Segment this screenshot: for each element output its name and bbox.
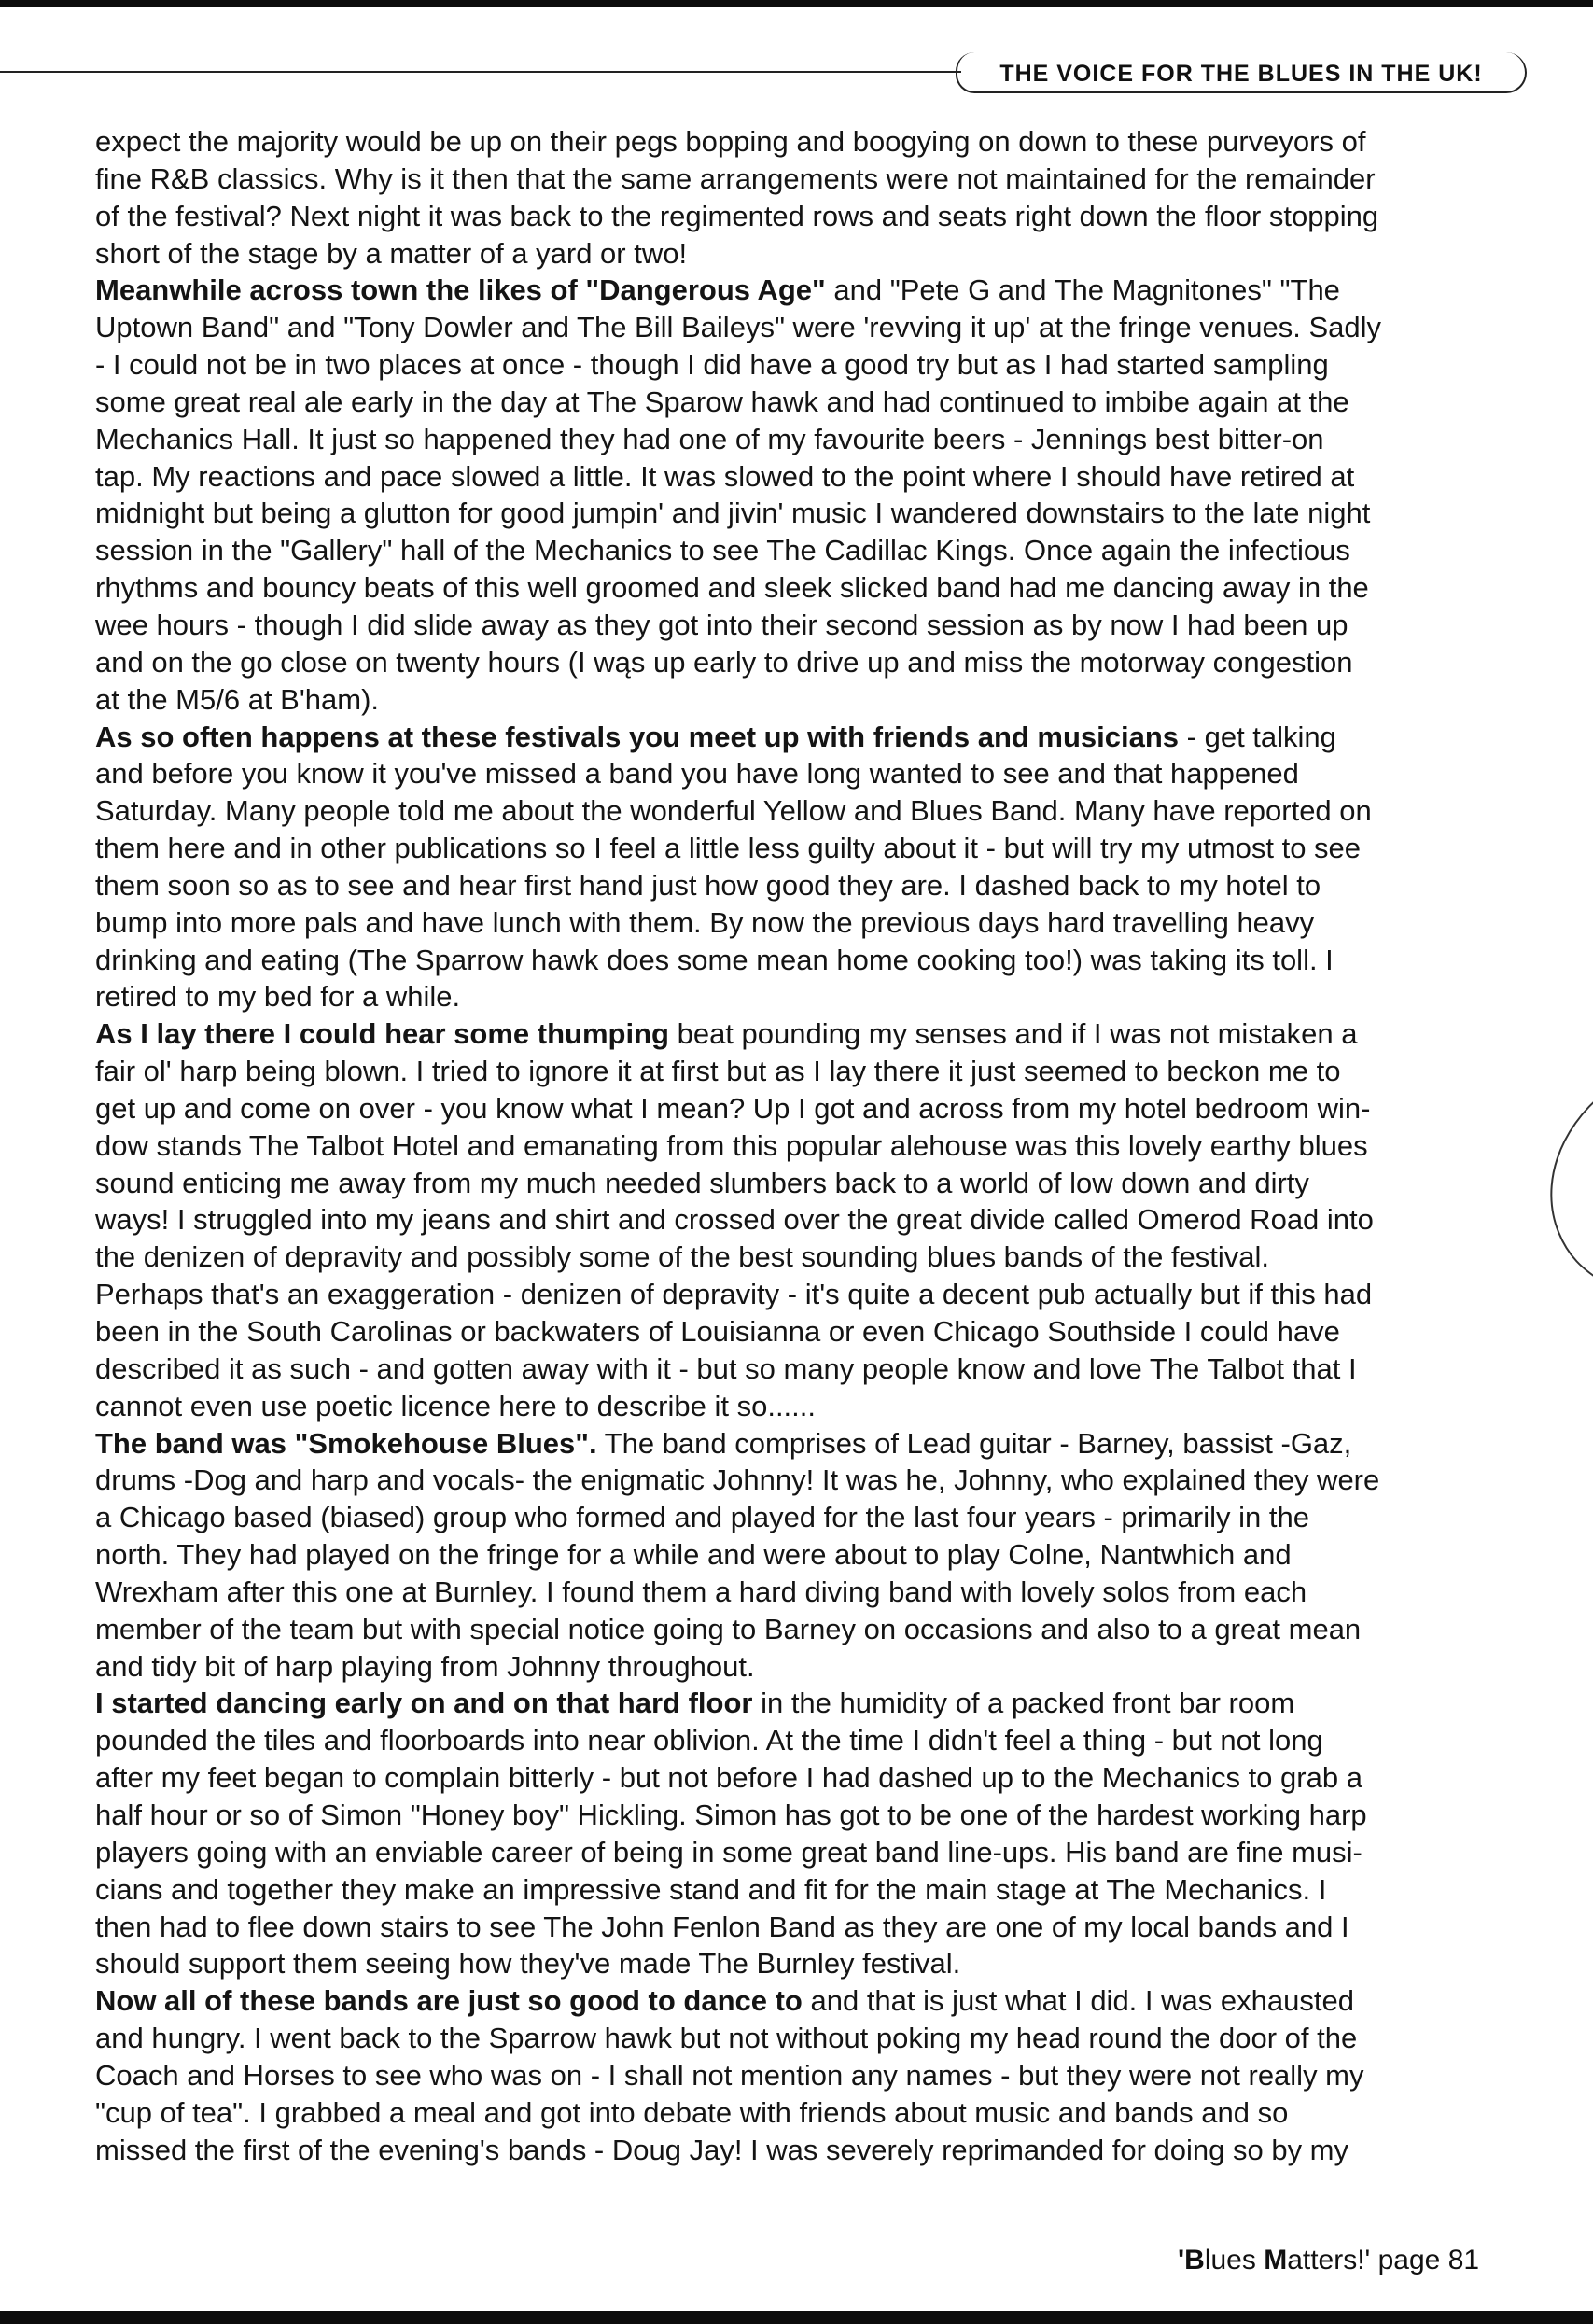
text-line — [95, 1462, 1514, 1499]
paragraph-lead: As I lay there I could hear some thumping — [95, 1017, 669, 1051]
line-text: and tidy bit of harp playing from Johnny throughout. — [95, 1649, 755, 1683]
text-line — [95, 1834, 1514, 1871]
text-line — [95, 1015, 1514, 1053]
text-line — [95, 1090, 1514, 1127]
header-tagline — [956, 52, 1527, 93]
line-text: and on the go close on twenty hours (I wąs up early to drive up and miss the motorway congestion — [95, 645, 1353, 679]
line-text: midnight but being a glutton for good jumpin' and jivin' music I wandered downstairs to the late night — [95, 497, 1371, 530]
page-curl-arc — [1540, 1083, 1593, 1288]
line-text: Mechanics Hall. It just so happened they had one of my favourite beers - Jennings best bitter-on — [95, 422, 1324, 455]
paragraph-lead: Now all of these bands are just so good to dance to — [95, 1984, 803, 2018]
text-line — [95, 830, 1514, 867]
line-text: half hour or so of Simon "Honey boy" Hickling. Simon has got to be one of the hardest working harp — [95, 1798, 1367, 1831]
text-line — [95, 569, 1514, 607]
text-line — [95, 346, 1514, 384]
text-line — [95, 1276, 1514, 1313]
text-line — [95, 123, 1514, 161]
line-text: Coach and Horses to see who was on - I shall not mention any names - but they were not really my — [95, 2058, 1364, 2092]
line-text: pounded the tiles and floorboards into near oblivion. At the time I didn't feel a thing - but not long — [95, 1724, 1323, 1757]
text-line — [95, 1053, 1514, 1090]
line-text: a Chicago based (biased) group who formed and played for the last four years - primarily in the — [95, 1501, 1309, 1534]
text-line — [95, 1201, 1514, 1239]
line-text: and before you know it you've missed a band you have long wanted to see and that happened — [95, 757, 1299, 791]
text-line — [95, 1759, 1514, 1797]
line-text: of the festival? Next night it was back to the regimented rows and seats right down the floor stopping — [95, 199, 1379, 232]
paragraph-lead: As so often happens at these festivals you meet up with friends and musicians — [95, 720, 1180, 753]
line-text: beat pounding my senses and if I was not mistaken a — [668, 1017, 1358, 1051]
text-line — [95, 309, 1514, 346]
text-line — [95, 1945, 1514, 1982]
paragraph-lead: Meanwhile across town the likes of "Dangerous Age" — [95, 273, 826, 307]
text-line — [95, 1425, 1514, 1463]
line-text: member of the team but with special notice going to Barney on occasions and also to a great mean — [95, 1612, 1362, 1645]
text-line — [95, 719, 1514, 756]
text-line — [95, 942, 1514, 979]
line-text: and hungry. I went back to the Sparrow hawk but not without poking my head round the door of the — [95, 2022, 1358, 2055]
line-text: "cup of tea". I grabbed a meal and got into debate with friends about music and bands and so — [95, 2095, 1289, 2129]
line-text: - get talking — [1179, 720, 1336, 753]
text-line — [95, 1611, 1514, 1648]
line-text: The band comprises of Lead guitar - Barney, bassist -Gaz, — [596, 1426, 1352, 1460]
header-rule — [0, 71, 961, 73]
line-text: some great real ale early in the day at The Sparow hawk and had continued to imbibe again at the — [95, 385, 1349, 418]
line-text: players going with an enviable career of being in some great band line-ups. His band are fine musi- — [95, 1835, 1362, 1869]
top-border — [0, 0, 1593, 7]
text-line — [95, 978, 1514, 1015]
line-text: described it as such - and gotten away with it - but so many people know and love The Talbot that I — [95, 1351, 1357, 1385]
text-line — [95, 755, 1514, 792]
line-text: at the M5/6 at B'ham). — [95, 682, 380, 716]
text-line — [95, 384, 1514, 421]
line-text: after my feet began to complain bitterly - but not before I had dashed up to the Mechanics to grab a — [95, 1761, 1362, 1795]
text-line — [95, 1127, 1514, 1165]
line-text: tap. My reactions and pace slowed a little. It was slowed to the point where I should have retired at — [95, 459, 1355, 493]
line-text: bump into more pals and have lunch with them. By now the previous days hard travelling heavy — [95, 905, 1315, 939]
line-text: north. They had played on the fringe for a while and were about to play Colne, Nantwhich and — [95, 1538, 1292, 1572]
text-line — [95, 1722, 1514, 1759]
line-text: session in the "Gallery" hall of the Mechanics to see The Cadillac Kings. Once again the infectious — [95, 534, 1350, 567]
line-text: drinking and eating (The Sparrow hawk does some mean home cooking too!) was taking its toll. I — [95, 943, 1334, 976]
line-text: ways! I struggled into my jeans and shirt and crossed over the great divide called Omerod Road into — [95, 1203, 1374, 1237]
line-text: Saturday. Many people told me about the wonderful Yellow and Blues Band. Many have reported on — [95, 794, 1372, 828]
text-line — [95, 792, 1514, 830]
line-text: missed the first of the evening's bands - Doug Jay! I was severely reprimanded for doing so by my — [95, 2133, 1349, 2166]
line-text: then had to flee down stairs to see The John Fenlon Band as they are one of my local bands and I — [95, 1910, 1349, 1943]
text-line — [95, 198, 1514, 235]
line-text: been in the South Carolinas or backwaters of Louisianna or even Chicago Southside I could have — [95, 1315, 1340, 1348]
line-text: Uptown Band" and "Tony Dowler and The Bill Baileys" were 'revving it up' at the fringe venues. Sadly — [95, 311, 1382, 344]
text-line — [95, 532, 1514, 569]
text-line — [95, 2132, 1514, 2169]
text-line — [95, 1313, 1514, 1351]
line-text: and "Pete G and The Magnitones" "The — [825, 273, 1340, 307]
line-text: retired to my bed for a while. — [95, 980, 461, 1014]
text-line — [95, 2057, 1514, 2094]
text-line — [95, 2094, 1514, 2132]
line-text: get up and come on over - you know what I mean? Up I got and across from my hotel bedroom win- — [95, 1091, 1371, 1125]
text-line — [95, 1982, 1514, 2020]
paragraph-lead: The band was "Smokehouse Blues". — [95, 1426, 597, 1460]
text-line — [95, 1239, 1514, 1276]
paragraph-lead: I started dancing early on and on that hard floor — [95, 1687, 753, 1720]
line-text: cians and together they make an impressive stand and fit for the main stage at The Mechanics. I — [95, 1872, 1327, 1906]
line-text: rhythms and bouncy beats of this well groomed and sleek slicked band had me dancing away in the — [95, 571, 1369, 605]
text-line — [95, 1499, 1514, 1536]
text-line — [95, 495, 1514, 532]
line-text: fine R&B classics. Why is it then that the same arrangements were not maintained for the remainder — [95, 161, 1376, 195]
text-line — [95, 1648, 1514, 1686]
text-line — [95, 235, 1514, 273]
text-line — [95, 1871, 1514, 1909]
text-line — [95, 644, 1514, 681]
line-text: fair ol' harp being blown. I tried to ignore it at first but as I lay there it just seemed to beckon me to — [95, 1055, 1341, 1088]
line-text: the denizen of depravity and possibly some of the best sounding blues bands of the festival. — [95, 1240, 1270, 1274]
article-body — [95, 123, 1514, 2168]
text-line — [95, 607, 1514, 644]
line-text: should support them seeing how they've made The Burnley festival. — [95, 1947, 961, 1981]
text-line — [95, 1351, 1514, 1388]
line-text: cannot even use poetic licence here to describe it so...... — [95, 1389, 817, 1422]
header-tagline-text: THE VOICE FOR THE BLUES IN THE UK! — [999, 60, 1483, 87]
text-line — [95, 2020, 1514, 2057]
line-text: Wrexham after this one at Burnley. I found them a hard diving band with lovely solos from each — [95, 1575, 1307, 1608]
bottom-border — [0, 2311, 1593, 2324]
line-text: sound enticing me away from my much needed slumbers back to a world of low down and dirty — [95, 1166, 1309, 1199]
magazine-name: 'Blues Matters!' — [1178, 2245, 1371, 2275]
line-text: and that is just what I did. I was exhausted — [802, 1984, 1354, 2018]
line-text: wee hours - though I did slide away as they got into their second session as by now I had been up — [95, 608, 1348, 641]
text-line — [95, 867, 1514, 904]
line-text: Perhaps that's an exaggeration - denizen of depravity - it's quite a decent pub actually but if this had — [95, 1278, 1373, 1311]
line-text: short of the stage by a matter of a yard or two! — [95, 236, 688, 270]
text-line — [95, 1388, 1514, 1425]
text-line — [95, 681, 1514, 719]
page-footer — [1178, 2240, 1479, 2281]
text-line — [95, 1685, 1514, 1722]
line-text: dow stands The Talbot Hotel and emanating from this popular alehouse was this lovely earthy blues — [95, 1128, 1368, 1162]
line-text: them here and in other publications so I feel a little less guilty about it - but will try my utmost to see — [95, 832, 1362, 865]
line-text: in the humidity of a packed front bar room — [752, 1687, 1295, 1720]
line-text: them soon so as to see and hear first hand just how good they are. I dashed back to my hotel to — [95, 868, 1321, 902]
line-text: expect the majority would be up on their pegs bopping and boogying on down to these purveyors of — [95, 125, 1366, 158]
text-line — [95, 1165, 1514, 1202]
text-line — [95, 1797, 1514, 1834]
line-text: drums -Dog and harp and vocals- the enigmatic Johnny! It was he, Johnny, who explained they were — [95, 1463, 1380, 1497]
text-line — [95, 161, 1514, 198]
text-line — [95, 458, 1514, 496]
line-text: - I could not be in two places at once - though I did have a good try but as I had started sampling — [95, 348, 1329, 382]
text-line — [95, 272, 1514, 309]
text-line — [95, 421, 1514, 458]
text-line — [95, 904, 1514, 942]
text-line — [95, 1574, 1514, 1611]
text-line — [95, 1909, 1514, 1946]
page-number: page 81 — [1370, 2245, 1480, 2275]
text-line — [95, 1536, 1514, 1574]
